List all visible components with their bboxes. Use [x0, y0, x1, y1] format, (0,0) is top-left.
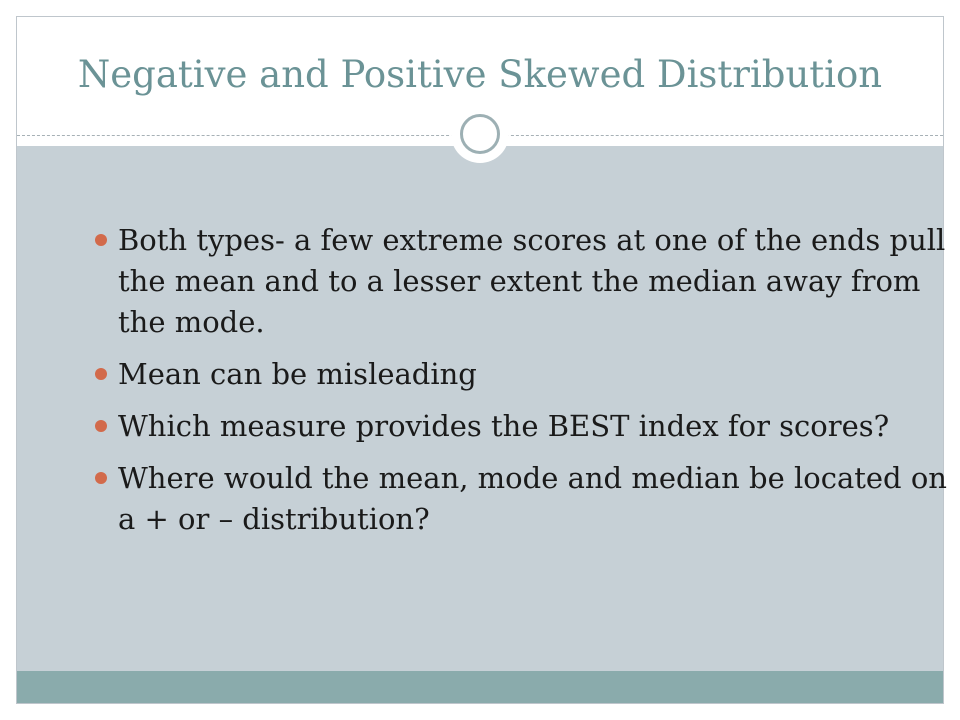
bullet-text: Both types- a few extreme scores at one of the ends pull the mean and to a lesser extent the median away from the mode.: [118, 223, 946, 339]
bullet-dot-icon: [95, 420, 107, 432]
circle-ornament-inner: [460, 114, 500, 154]
bullet-item: [88, 406, 948, 447]
footer-band: [17, 671, 943, 703]
bullet-list: [88, 220, 948, 551]
bullet-dot-icon: [95, 234, 107, 246]
bullet-item: [88, 220, 948, 343]
circle-ornament-icon: [451, 105, 509, 163]
bullet-dot-icon: [95, 472, 107, 484]
bullet-item: [88, 354, 948, 395]
bullet-text: Which measure provides the BEST index for scores?: [118, 409, 890, 443]
slide-title: Negative and Positive Skewed Distribution: [77, 53, 883, 96]
bullet-text: Mean can be misleading: [118, 357, 477, 391]
bullet-text: Where would the mean, mode and median be located on a + or – distribution?: [118, 461, 947, 536]
bullet-item: [88, 458, 948, 540]
bullet-dot-icon: [95, 368, 107, 380]
